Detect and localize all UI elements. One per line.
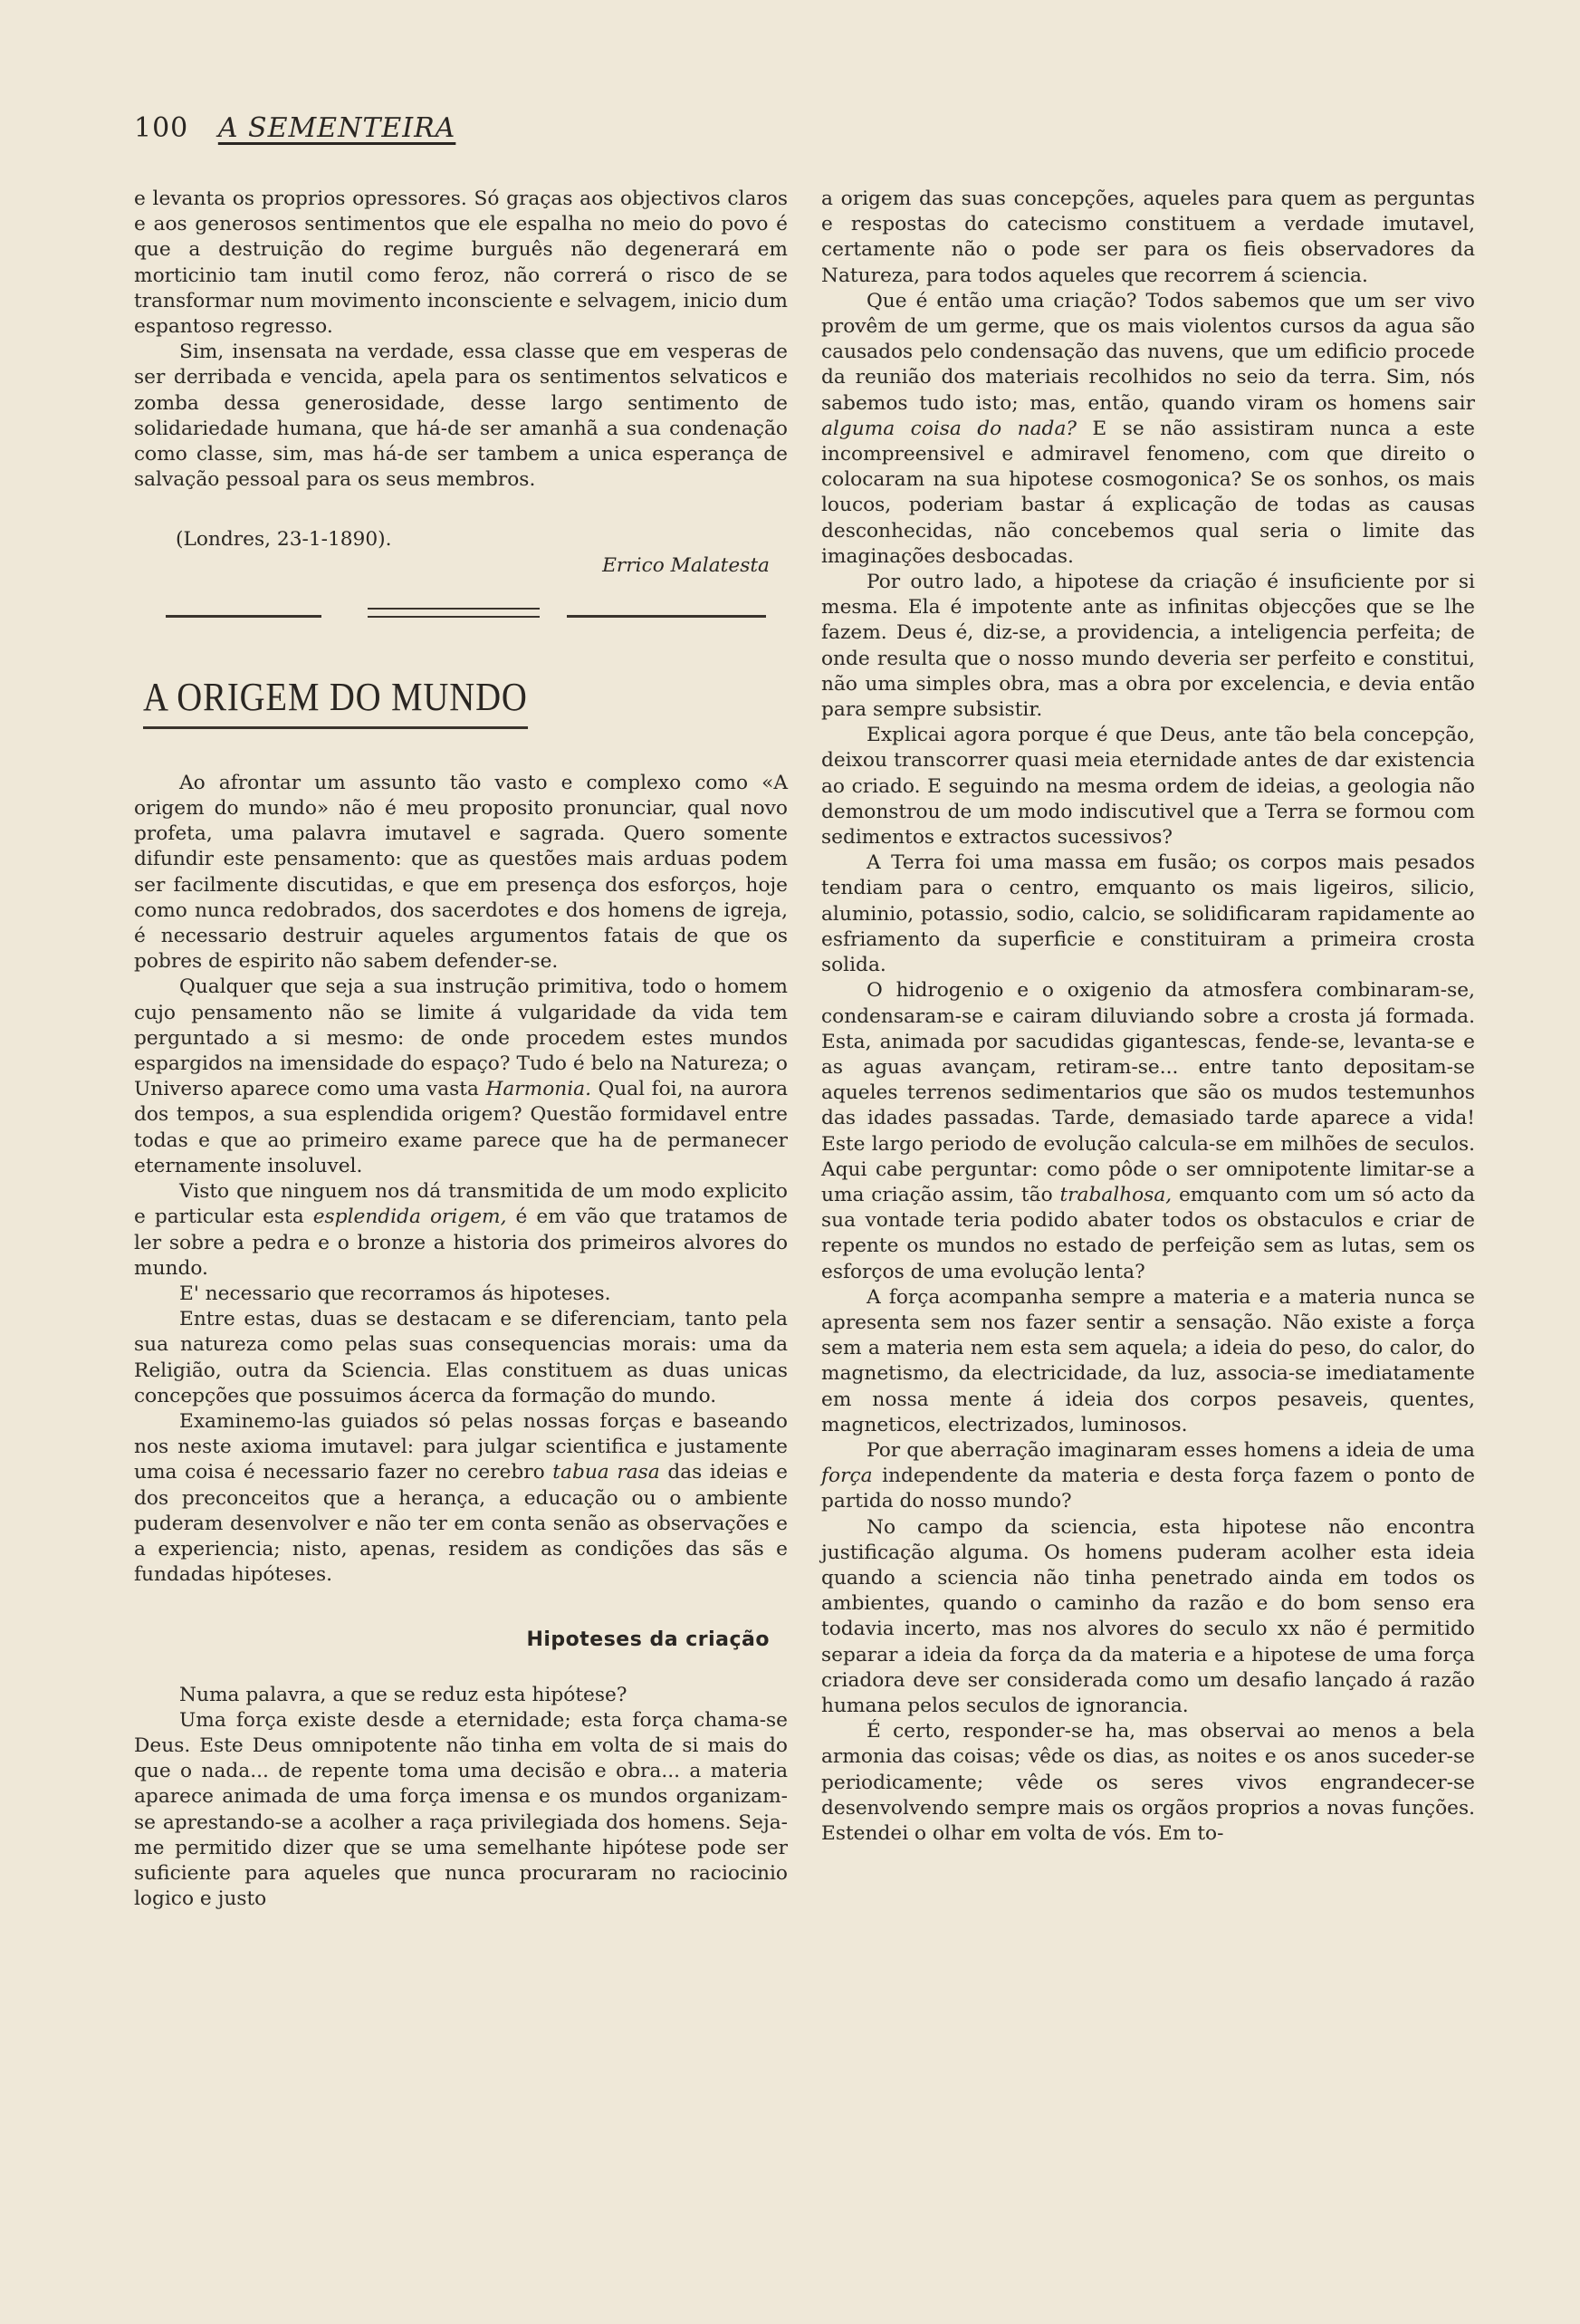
paragraph: e levanta os proprios opressores. Só graças aos objectivos claros e aos generosos sentimentos que ele espalha no meio do povo é que a destruição do regime burguês não degenerará em morticinio tam inutil como feroz, não correrá o risco de se transformar num movimento inconsciente e selvagem, inicio dum espantoso regresso. (134, 187, 788, 339)
left-column (134, 187, 788, 1912)
paragraph: Explicai agora porque é que Deus, ante tão bela concepção, deixou transcorrer quasi meia eternidade antes de dar existencia ao criado. E seguindo na mesma ordem de ideias, a geologia não demonstrou de um modo indiscutivel que a Terra se formou com sedimentos e extractos sucessivos? (821, 724, 1475, 850)
paragraph (821, 1438, 1475, 1515)
paragraph: Por outro lado, a hipotese da criação é insuficiente por si mesma. Ela é impotente ante as infinitas objecções que se lhe fazem. Deus é, diz-se, a providencia, a inteligencia perfeita; de onde resulta que o nosso mundo deveria ser perfeito e constitui, não uma simples obra, mas a obra por excelencia, e devia então para sempre subsistir. (821, 571, 1475, 722)
text-run: Qualquer que seja a sua instrução primitiva, todo o homem cujo pensamento não se limite á vulgaridade da vida tem perguntado a si mesmo: de onde procedem estes mundos espargidos na imensidade do espaço? Tudo é belo na Natureza; o Universo aparece como uma vasta (134, 975, 788, 1101)
section-subheading: Hipoteses da criação (526, 1628, 770, 1652)
paragraph: Numa palavra, a que se reduz esta hipótese? (179, 1683, 627, 1706)
divider-rule (166, 615, 321, 618)
text-run: é em vão que tratamos de ler sobre a pedra e o bronze a historia dos primeiros alvores do mundo. (134, 1205, 788, 1280)
text-run: Por que aberração imaginaram esses homens a ideia de uma (867, 1438, 1475, 1462)
paragraph (821, 978, 1475, 1284)
emphasis: força (821, 1465, 873, 1488)
emphasis: alguma coisa do nada? (821, 417, 1077, 440)
emphasis: Harmonia. (485, 1078, 591, 1101)
running-header (134, 112, 455, 144)
text-run: Qual foi, na aurora dos tempos, a sua esplendida origem? Questão formidavel entre todas e que ao primeiro exame parece que ha de permanecer eternamente insoluvel. (134, 1078, 788, 1177)
journal-title: A SEMENTEIRA (217, 112, 456, 144)
section-divider (134, 604, 788, 631)
paragraph (134, 1179, 788, 1282)
text-run: emquanto com um só acto da sua vontade teria podido abater todos os obstaculos e criar de repente os mundos no estado de perfeição sem as lutas, sem os esforços de uma evolução lenta? (821, 1183, 1476, 1283)
divider-rule (368, 616, 540, 618)
text-run: Que é então uma criação? Todos sabemos que um ser vivo provêm de um germe, que os mais violentos cursos da agua são causados pelo condensação das nuvens, que um edificio procede da reunião dos materiais recolhidos no seio da terra. Sim, nós sabemos tudo isto; mas, então, quando viram os homens sair (821, 289, 1475, 415)
paragraph: E' necessario que recorramos ás hipoteses. (179, 1282, 611, 1305)
paragraph: Ao afrontar um assunto tão vasto e complexo como «A origem do mundo» não é meu proposito pronunciar, qual novo profeta, uma palavra imutavel e sagrada. Quero somente difundir este pensamento: que as questões mais arduas podem ser facilmente discutidas, e que em presença dos esforços, hoje como nunca redobrados, dos sacerdotes e dos homens de igreja, é necessario destruir aqueles argumentos fatais de que os pobres de espirito não sabem defender-se. (134, 771, 788, 974)
emphasis: trabalhosa, (1059, 1183, 1173, 1206)
paragraph: a origem das suas concepções, aqueles para quem as perguntas e respostas do catecismo constituem a verdade imutavel, certamente não o pode ser para os fieis observadores da Natureza, para todos aqueles que recorrem á sciencia. (821, 187, 1475, 287)
page-number: 100 (134, 112, 189, 144)
paragraph: É certo, responder-se ha, mas observai ao menos a bela armonia das coisas; vêde os dias, as noites e os anos suceder-se periodicamente; vêde os seres vivos engrandecer-se desenvolvendo sempre mais os orgãos proprios a novas funções. Estendei o olhar em volta de vós. Em to- (821, 1720, 1475, 1845)
paragraph: Sim, insensata na verdade, essa classe que em vesperas de ser derribada e vencida, apela para os sentimentos selvaticos e zomba dessa generosidade, desse largo sentimento de solidariedade humana, que há-de ser amanhã a sua condenação como classe, sim, mas há-de ser tambem a unica esperança de salvação pessoal para os seus membros. (134, 341, 788, 492)
author-signature: Errico Malatesta (602, 553, 770, 577)
paragraph: A força acompanha sempre a materia e a materia nunca se apresenta sem nos fazer sentir a sensação. Não existe a força sem a materia nem esta sem aquela; a ideia do peso, do calor, do magnetismo, da electricidade, da luz, associa-se imediatamente em nossa mente á ideia dos corpos pesaveis, quentes, magneticos, electrizados, luminosos. (821, 1285, 1475, 1436)
divider-rule (368, 608, 540, 610)
emphasis: tabua rasa (552, 1461, 660, 1484)
right-column (821, 187, 1475, 1847)
text-run: independente da materia e desta força fazem o ponto de partida do nosso mundo? (821, 1465, 1475, 1513)
paragraph: Entre estas, duas se destacam e se diferenciam, tanto pela sua natureza como pelas suas consequencias morais: uma da Religião, outra da Sciencia. Elas constituem as duas unicas concepções que possuimos ácerca da formação do mundo. (134, 1308, 788, 1407)
text-run: E se não assistiram nunca a este incompreensivel e admiravel fenomeno, com que direito o colocaram na sua hipotese cosmogonica? Se os sonhos, os mais loucos, poderiam bastar á explicação de todas as causas desconhecidas, não concebemos qual seria o limite das imaginações desbocadas. (821, 417, 1475, 568)
emphasis: esplendida origem, (312, 1205, 507, 1229)
text-run: das ideias e dos preconceitos que a herança, a educação ou o ambiente puderam desenvolver e não ter em conta senão as observações e a experiencia; nisto, apenas, residem as condições das sãs e fundadas hipóteses. (134, 1461, 788, 1587)
article-headline: A ORIGEM DO MUNDO (143, 672, 528, 729)
paragraph (821, 289, 1475, 570)
divider-rule (567, 615, 766, 618)
text-run: O hidrogenio e o oxigenio da atmosfera combinaram-se, condensaram-se e cairam diluviando sobre a crosta já formada. Esta, animada por sacudidas gigantescas, fende-se, levanta-se e as aguas avançam, retiram-se... entre tanto depositam-se aqueles terrenos sedimentarios que são os mudos testemunhos das idades passadas. Tarde, demasiado tarde aparece a vida! Este largo periodo de evolução calcula-se em milhões de seculos. Aqui cabe perguntar: como pôde o ser omnipotente limitar-se a uma criação assim, tão (821, 979, 1475, 1206)
paragraph (134, 1409, 788, 1588)
paragraph: Uma força existe desde a eternidade; esta força chama-se Deus. Este Deus omnipotente não tinha em volta de si mais do que o nada... de repente toma uma decisão e obra... a materia aparece animada de uma força imensa e os mundos organizam-se aprestando-se a acolher a raça privilegiada dos homens. Seja-me permitido dizer que se uma semelhante hipótese pode ser suficiente para aqueles que nunca procuraram no raciocinio logico e justo (134, 1708, 788, 1911)
paragraph: No campo da sciencia, esta hipotese não encontra justificação alguma. Os homens puderam acolher esta ideia quando a sciencia não tinha penetrado ainda em todos os ambientes, quando o caminho da razão e do bom senso era todavia incerto, mas nos alvores do seculo xx não é permitido separar a ideia da força da da materia e a hipotese de uma força criadora deve ser considerada como um desafio lançado á razão humana pelos seculos de ignorancia. (821, 1515, 1475, 1717)
paragraph: A Terra foi uma massa em fusão; os corpos mais pesados tendiam para o centro, emquanto os mais ligeiros, silicio, aluminio, potassio, sodio, calcio, se solidificaram rapidamente ao esfriamento da superficie e constituiram a primeira crosta solida. (821, 851, 1475, 977)
text-run: Visto que ninguem nos dá transmitida de um modo explicito e particular esta (134, 1180, 788, 1229)
dateline: (Londres, 23-1-1890). (176, 528, 392, 552)
text-run: Examinemo-las guiados só pelas nossas forças e baseando nos neste axioma imutavel: para julgar scientifica e justamente uma coisa é necessario fazer no cerebro (134, 1409, 788, 1484)
paragraph (134, 975, 788, 1179)
